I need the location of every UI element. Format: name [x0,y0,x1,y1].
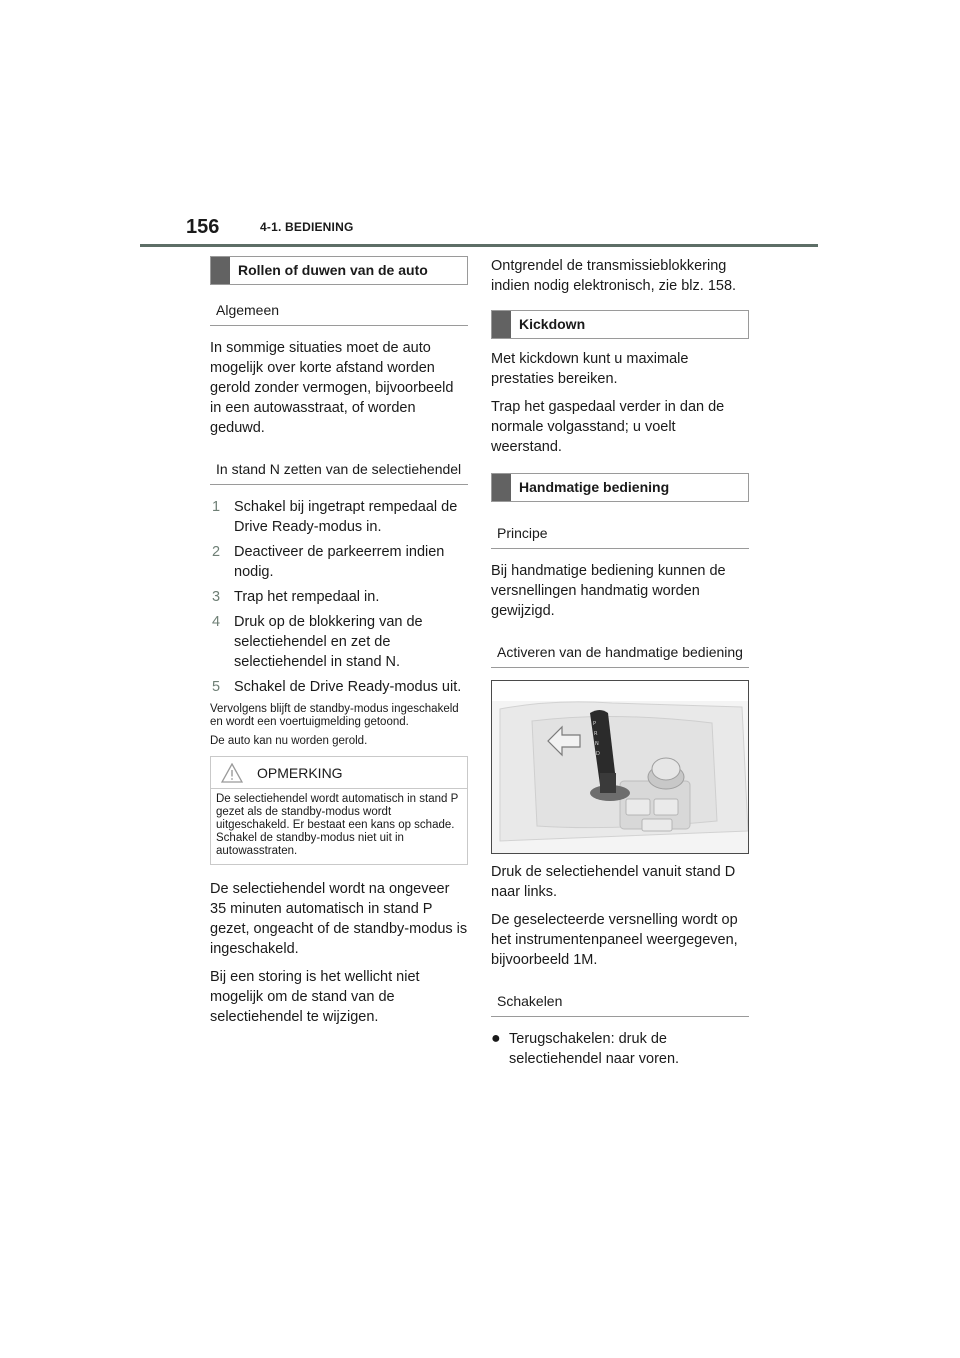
step-list [210,497,468,697]
subheading-activeren: Activeren van de handmatige bediening [491,637,749,668]
page-number: 156 [186,216,220,238]
heading-marker [492,474,511,501]
step-number: 1 [212,499,221,515]
bullet-item [491,1029,749,1069]
svg-text:D: D [596,751,600,757]
svg-text:R: R [594,731,598,737]
heading-text: Kickdown [519,316,586,332]
paragraph-gaspedaal: Trap het gaspedaal verder in dan de normale volgasstand; u voelt weerstand. [491,399,725,455]
step-text: Schakel bij ingetrapt rempedaal de Drive Ready-modus in. [234,499,458,535]
paragraph-storing: Bij een storing is het wellicht niet mogelijk om de stand van de selectiehendel te wijzigen. [210,969,420,1025]
gear-selector-illustration [491,680,749,854]
step-item [210,542,468,582]
small-text-gerold: De auto kan nu worden gerold. [210,735,368,747]
heading-text: Rollen of duwen van de auto [238,262,428,278]
bullet-text: Terugschakelen: druk de selectiehendel naar voren. [509,1031,680,1067]
right-column [491,256,749,1069]
note-text: De selectiehendel wordt automatisch in stand P gezet als de standby-modus wordt uitgeschakeld. Er bestaat een kans op schade. Schakel de standby-modus niet uit in autowasstraten. [216,793,459,857]
paragraph-instrumentenpaneel: De geselecteerde versnelling wordt op het instrumentenpaneel weergegeven, bijvoorbeeld 1M. [491,912,738,968]
paragraph-druk-links: Druk de selectiehendel vanuit stand D naar links. [491,864,736,900]
note-box [210,756,468,865]
heading-marker [211,257,230,284]
svg-text:N: N [595,741,599,747]
left-column [210,256,468,1035]
paragraph-35-minuten: De selectiehendel wordt na ongeveer 35 minuten automatisch in stand P gezet, ongeacht of de standby-modus is ingeschakeld. [210,881,468,957]
step-text: Druk op de blokkering van de selectiehendel en zet de selectiehendel in stand N. [234,614,423,670]
step-item [210,587,468,607]
bullet-dot-icon: ● [491,1030,501,1047]
step-text: Trap het rempedaal in. [234,589,380,605]
gear-selector-drawing [492,681,748,853]
step-text: Deactiveer de parkeerrem indien nodig. [234,544,445,580]
paragraph-principe: Bij handmatige bediening kunnen de versnellingen handmatig worden gewijzigd. [491,563,726,619]
paragraph-ontgrendel: Ontgrendel de transmissieblokkering indien nodig elektronisch, zie blz. 158. [491,258,737,294]
subheading-algemeen: Algemeen [210,295,468,326]
small-text-standby: Vervolgens blijft de standby-modus ingeschakeld en wordt een voertuigmelding getoond. [210,703,459,728]
heading-kickdown [491,310,749,339]
step-number: 5 [212,679,221,695]
step-number: 2 [212,544,221,560]
note-title: OPMERKING [257,765,343,781]
heading-text: Handmatige bediening [519,479,670,495]
step-item [210,497,468,537]
warning-triangle-icon [221,763,243,783]
heading-handmatig [491,473,749,502]
section-title: 4-1. BEDIENING [260,220,354,234]
step-number: 3 [212,589,221,605]
subheading-stand-n: In stand N zetten van de selectiehendel [210,454,468,485]
subheading-schakelen: Schakelen [491,986,749,1017]
paragraph-kickdown: Met kickdown kunt u maximale prestaties bereiken. [491,351,689,387]
step-number: 4 [212,614,221,630]
step-item [210,677,468,697]
svg-text:P: P [593,721,597,727]
heading-rollen [210,256,468,285]
header-rule [140,244,818,247]
step-text: Schakel de Drive Ready-modus uit. [234,679,462,695]
note-header [211,757,467,789]
heading-marker [492,311,511,338]
paragraph-situaties: In sommige situaties moet de auto mogelijk over korte afstand worden gerold zonder vermogen, bijvoorbeeld in een autowasstraat, of worden geduwd. [210,340,454,436]
step-item [210,612,468,672]
subheading-principe: Principe [491,518,749,549]
